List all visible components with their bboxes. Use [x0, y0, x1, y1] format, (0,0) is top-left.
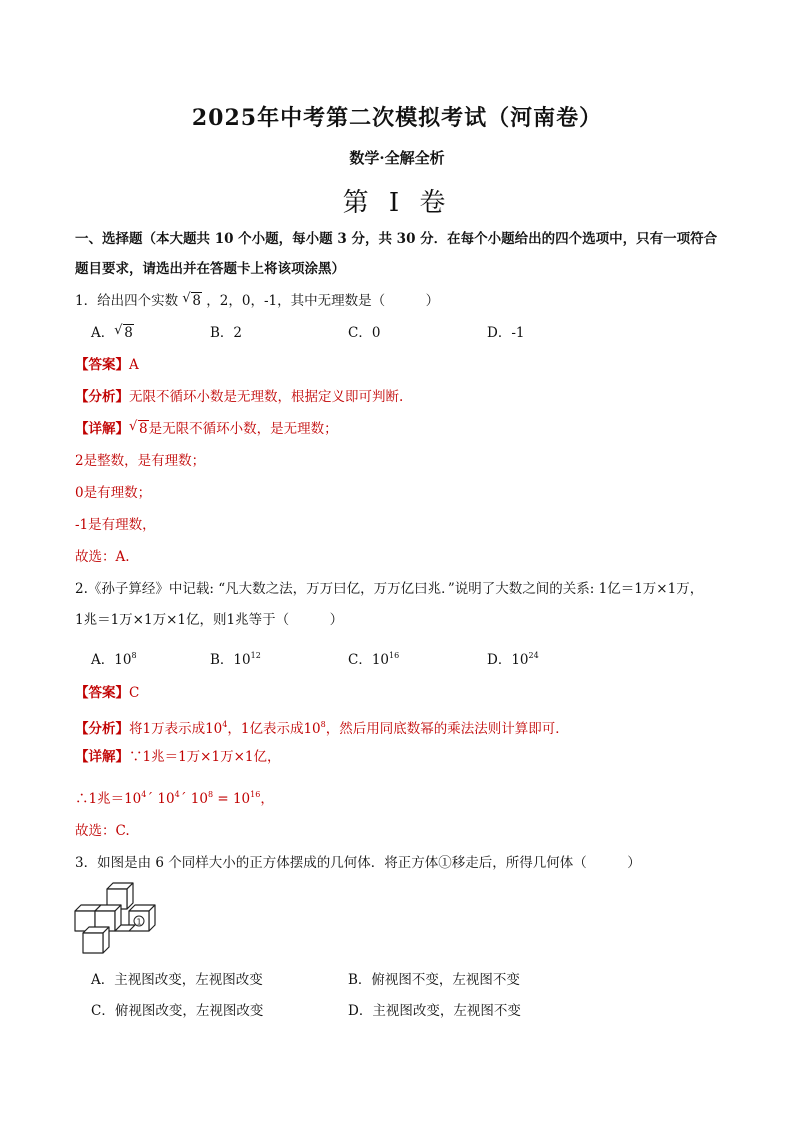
- q1-detail-3: 0是有理数；: [75, 485, 152, 501]
- q1-detail-1: 【详解】 √ 8是无限不循环小数，是无理数；: [75, 419, 338, 437]
- section-instruction-line1: 一、选择题（本大题共 10 个小题，每小题 3 分，共 30 分．在每个小题给出的四个选项中，只有一项符合: [75, 231, 718, 247]
- q1-answer: 【答案】A: [75, 357, 139, 373]
- page-subtitle: 数学·全解全析: [349, 149, 445, 167]
- q2-option-b: B．$10^{12}$: [210, 651, 261, 668]
- circled-one-icon: ①: [438, 855, 452, 871]
- q2-option-d: D．$10^{24}$: [487, 651, 539, 668]
- q2-option-a: A．$10^8$: [91, 651, 137, 668]
- q3-option-b: B．俯视图不变，左视图不变: [348, 972, 520, 988]
- q3-stem: 3．如图是由 6 个同样大小的正方体摆成的几何体．将正方体①移走后，所得几何体（ ）: [75, 855, 641, 871]
- q3-option-a: A．主视图改变，左视图改变: [91, 972, 263, 988]
- section-instruction-line2: 题目要求，请选出并在答题卡上将该项涂黑）: [75, 261, 345, 277]
- q2-option-c: C．$10^{16}$: [348, 651, 400, 668]
- radical-sign-icon: √: [129, 419, 138, 434]
- svg-text:1: 1: [136, 917, 142, 927]
- q2-conclusion: 故选：C.: [75, 823, 130, 839]
- q2-stem-line2: 1兆＝1万×1万×1亿，则1兆等于（ ）: [75, 612, 344, 628]
- q2-answer: 【答案】C: [75, 685, 140, 701]
- q1-detail-2: 2是整数，是有理数；: [75, 453, 206, 469]
- q3-option-d: D．主视图改变，左视图不变: [348, 1003, 521, 1019]
- q1-option-c: C．0: [348, 325, 381, 341]
- q1-option-b: B．2: [210, 325, 243, 341]
- q3-option-c: C．俯视图改变，左视图改变: [91, 1003, 264, 1019]
- cube-stack-figure: [73, 881, 165, 961]
- volume-heading: 第 I 卷: [342, 188, 452, 218]
- q1-detail-4: -1是有理数，: [75, 517, 156, 533]
- q1-option-d: D．-1: [487, 325, 525, 341]
- q2-detail-1: 【详解】∵1兆＝1万×1万×1亿，: [75, 749, 281, 765]
- q2-stem-line1: 2.《孙子算经》中记载: “凡大数之法，万万曰亿，万万亿曰兆．”说明了大数之间的关系: 1亿＝1万×1万，: [75, 581, 704, 597]
- q1-option-a: A． √ 8: [91, 323, 133, 341]
- sqrt-expression: √ 8: [182, 291, 201, 309]
- q1-analysis: 【分析】无限不循环小数是无理数，根据定义即可判断.: [75, 389, 404, 405]
- q1-stem: 1．给出四个实数 √ 8 ，2，0，-1，其中无理数是（ ）: [75, 291, 440, 309]
- radical-sign-icon: √: [182, 291, 191, 306]
- radical-sign-icon: √: [114, 323, 123, 338]
- page-title: 2025年中考第二次模拟考试（河南卷）: [191, 105, 603, 131]
- q2-detail-2: ∴1兆$=10^4´$ $10^4´$ $10^8 = 10^{16}$，: [75, 790, 274, 807]
- q2-analysis: 【分析】将1万表示成$10^4$，1亿表示成$10^8$，然后用同底数幂的乘法法则计算即可．: [75, 720, 569, 737]
- q1-conclusion: 故选：A.: [75, 549, 130, 565]
